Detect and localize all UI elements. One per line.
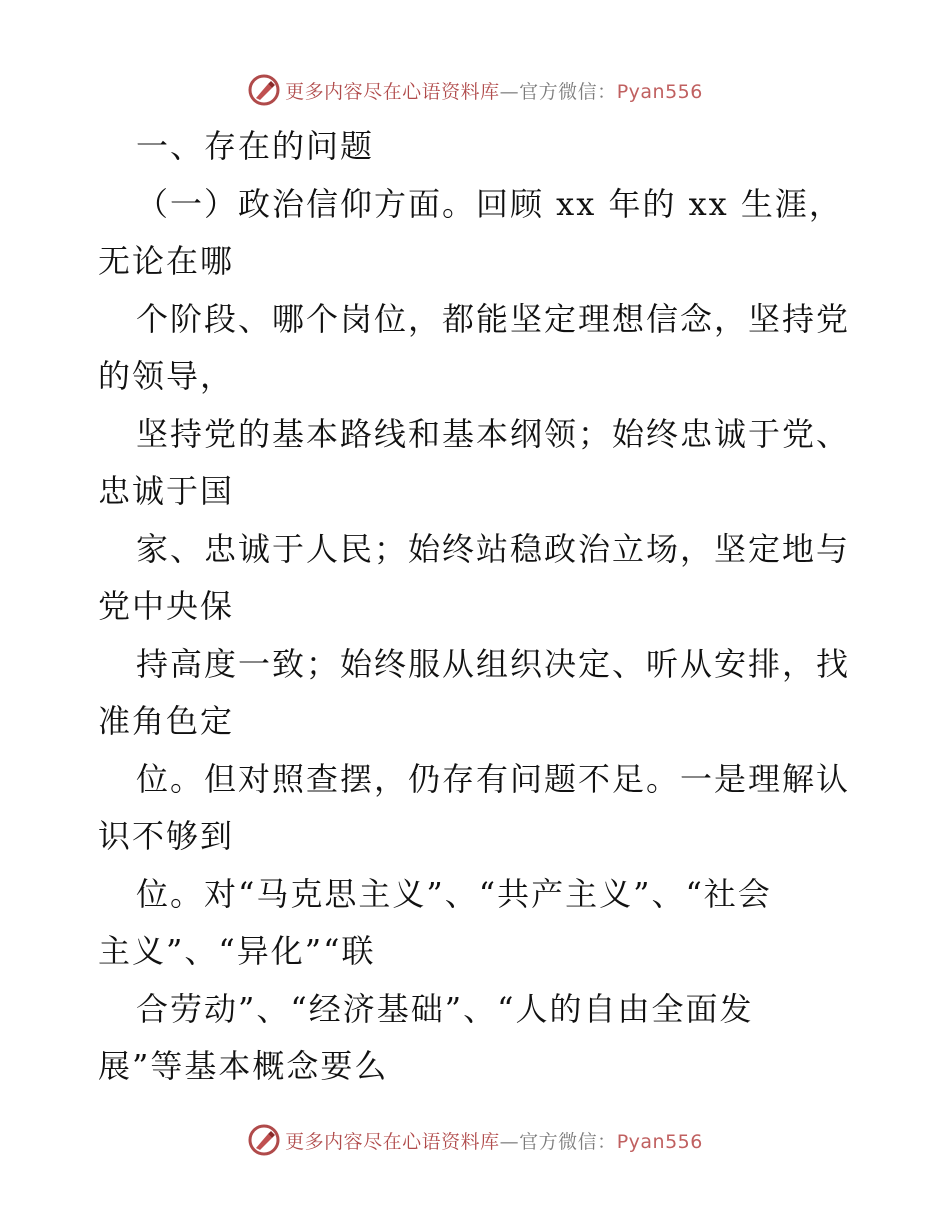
paragraph-line: 个阶段、哪个岗位，都能坚定理想信念，坚持党 [136, 299, 851, 338]
paragraph-line: 无论在哪 [98, 242, 235, 280]
paragraph-line: 党中央保 [98, 587, 235, 625]
pen-logo-icon [247, 73, 281, 107]
paragraph-line: （一）政治信仰方面。回顾 xx 年的 xx 生涯， [136, 184, 843, 223]
pen-logo-icon [247, 1123, 281, 1157]
paragraph-line: 合劳动”、“经济基础”、“人的自由全面发 [136, 989, 754, 1028]
paragraph-line: 位。但对照查摆，仍存有问题不足。一是理解认 [136, 759, 851, 798]
watermark-text: 更多内容尽在心语资料库—官方微信：Pyan556 [285, 1130, 703, 1153]
paragraph-line: 位。对“马克思主义”、“共产主义”、“社会 [136, 874, 772, 913]
paragraph-line: 的领导， [98, 357, 235, 395]
paragraph-line: 展”等基本概念要么 [98, 1047, 389, 1085]
header-watermark [0, 72, 950, 108]
section-heading: 一、存在的问题 [136, 127, 375, 165]
paragraph-line: 准角色定 [98, 702, 235, 740]
watermark-text: 更多内容尽在心语资料库—官方微信：Pyan556 [285, 80, 703, 103]
paragraph-line: 主义”、“异化”“联 [98, 932, 376, 970]
paragraph-line: 坚持党的基本路线和基本纲领；始终忠诚于党、 [136, 414, 851, 453]
paragraph-line: 持高度一致；始终服从组织决定、听从安排，找 [136, 644, 851, 683]
paragraph-line: 家、忠诚于人民；始终站稳政治立场，坚定地与 [136, 529, 851, 568]
document-body [98, 118, 858, 1096]
paragraph-line: 忠诚于国 [98, 472, 235, 510]
footer-watermark [0, 1122, 950, 1158]
paragraph-line: 识不够到 [98, 817, 235, 855]
